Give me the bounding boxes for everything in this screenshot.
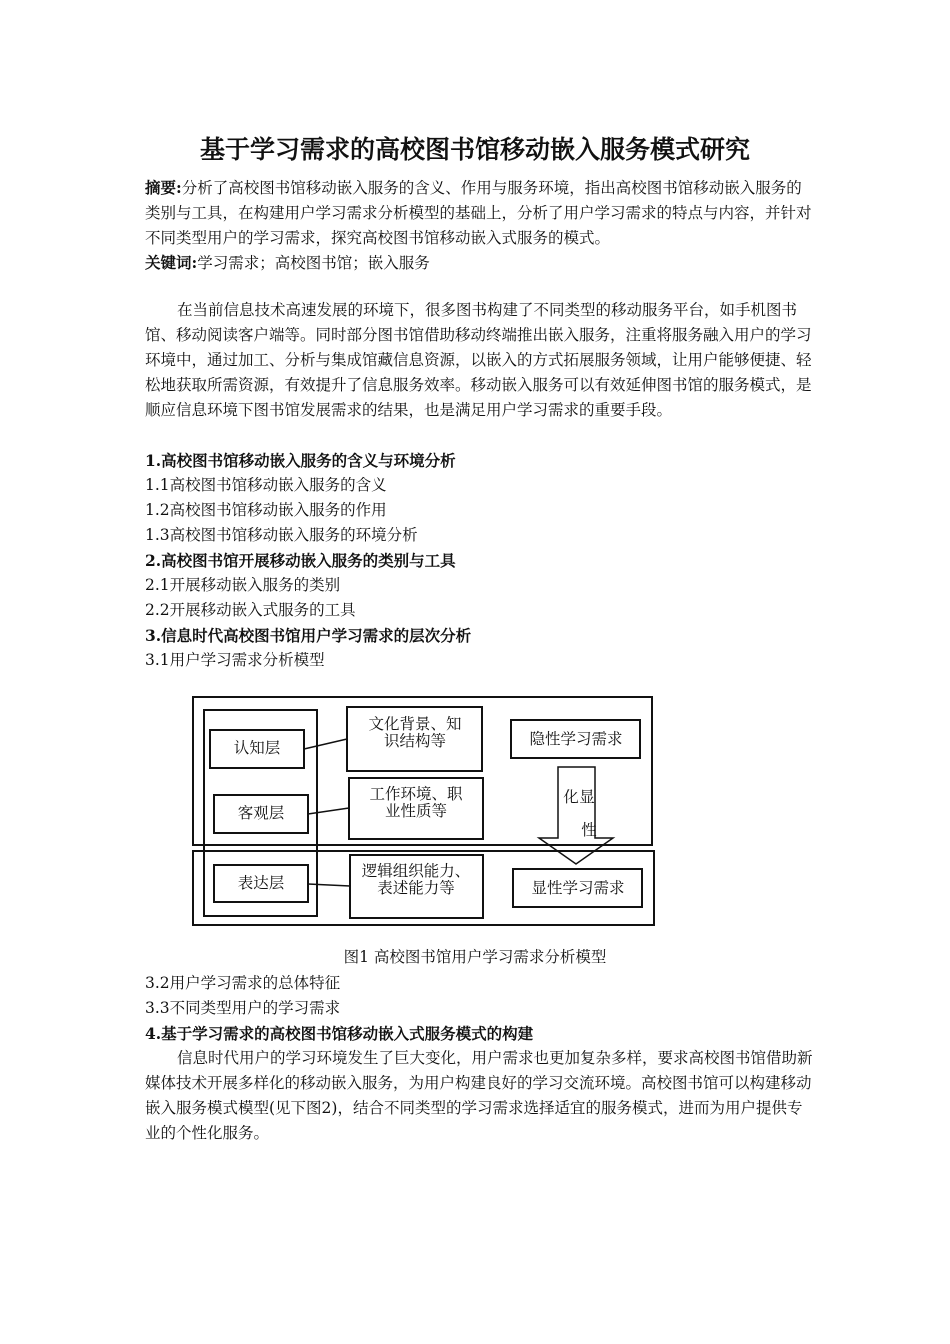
abstract-label: 摘要: bbox=[145, 178, 182, 197]
heading-4: 4.基于学习需求的高校图书馆移动嵌入式服务模式的构建 bbox=[145, 1024, 534, 1043]
arrow-char-3: 性 bbox=[581, 821, 597, 839]
down-arrow bbox=[539, 767, 613, 864]
subheading-2-1: 2.1开展移动嵌入服务的类别 bbox=[145, 576, 341, 594]
subheading-3-3: 3.3不同类型用户的学习需求 bbox=[145, 999, 341, 1017]
arrow-char-1: 化 bbox=[563, 788, 579, 806]
connector-expression bbox=[308, 884, 350, 886]
subheading-3-2: 3.2用户学习需求的总体特征 bbox=[145, 974, 341, 992]
heading-2: 2.高校图书馆开展移动嵌入服务的类别与工具 bbox=[145, 551, 456, 570]
intro-paragraph: 在当前信息技术高速发展的环境下，很多图书构建了不同类型的移动服务平台，如手机图书馆、移动阅读客户端等。同时部分图书馆借助移动终端推出嵌入服务，注重将服务融入用户的学习环境中，通过加工、分析与集成馆藏信息资源，以嵌入的方式拓展服务领域，让用户能够便捷、轻松地获取所需资源，有效提升了信息服务效率。移动嵌入服务可以有效延伸图书馆的服务模式，是顺应信息环境下图书馆发展需求的结果，也是满足用户学习需求的重要手段。 bbox=[145, 301, 812, 419]
implicit-label: 隐性学习需求 bbox=[529, 730, 623, 748]
subheading-1-2: 1.2高校图书馆移动嵌入服务的作用 bbox=[145, 501, 387, 519]
figure-1-caption: 图1 高校图书馆用户学习需求分析模型 bbox=[343, 948, 607, 966]
subheading-1-1: 1.1高校图书馆移动嵌入服务的含义 bbox=[145, 476, 387, 494]
connector-objective bbox=[308, 808, 349, 814]
heading-1: 1.高校图书馆移动嵌入服务的含义与环境分析 bbox=[145, 451, 456, 470]
subheading-2-2: 2.2开展移动嵌入式服务的工具 bbox=[145, 601, 356, 619]
explicit-label: 显性学习需求 bbox=[531, 879, 625, 897]
culture-label-line1: 文化背景、知 bbox=[368, 715, 462, 733]
keywords-label: 关键词: bbox=[145, 253, 198, 272]
heading-3: 3.信息时代高校图书馆用户学习需求的层次分析 bbox=[145, 626, 472, 645]
logic-label-line1: 逻辑组织能力、 bbox=[361, 862, 471, 880]
subheading-1-3: 1.3高校图书馆移动嵌入服务的环境分析 bbox=[145, 526, 418, 544]
connector-cognitive bbox=[304, 739, 347, 749]
logic-label-line2: 表述能力等 bbox=[377, 879, 455, 897]
abstract-text: 分析了高校图书馆移动嵌入服务的含义、作用与服务环境，指出高校图书馆移动嵌入服务的类别与工具，在构建用户学习需求分析模型的基础上，分析了用户学习需求的特点与内容，并针对不同类型用户的学习需求，探究高校图书馆移动嵌入式服务的模式。 bbox=[145, 179, 812, 247]
layer-expression-label: 表达层 bbox=[237, 874, 285, 892]
layer-objective-label: 客观层 bbox=[237, 804, 285, 822]
keywords-text: 学习需求；高校图书馆；嵌入服务 bbox=[197, 254, 430, 272]
culture-label-line2: 识结构等 bbox=[383, 732, 447, 750]
paper-title: 基于学习需求的高校图书馆移动嵌入服务模式研究 bbox=[199, 135, 750, 164]
work-label-line2: 业性质等 bbox=[384, 802, 448, 820]
subheading-3-1: 3.1用户学习需求分析模型 bbox=[145, 651, 325, 669]
work-label-line1: 工作环境、职 bbox=[369, 785, 463, 803]
closing-paragraph: 信息时代用户的学习环境发生了巨大变化，用户需求也更加复杂多样，要求高校图书馆借助新媒体技术开展多样化的移动嵌入服务，为用户构建良好的学习交流环境。高校图书馆可以构建移动嵌入服务模式模型(见下图2)，结合不同类型的学习需求选择适宜的服务模式，进而为用户提供专业的个性化服务。 bbox=[145, 1049, 813, 1142]
arrow-char-2: 显 bbox=[579, 788, 595, 806]
layer-cognitive-label: 认知层 bbox=[233, 739, 281, 757]
